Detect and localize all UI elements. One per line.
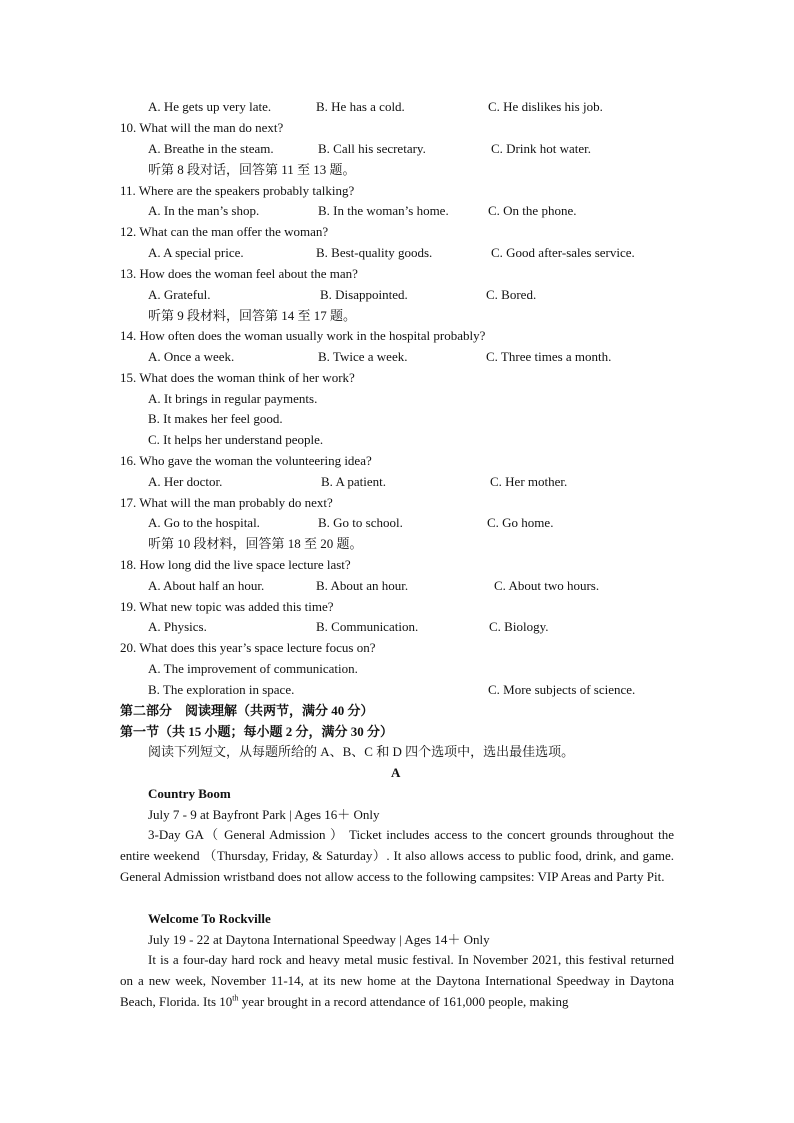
q14-question: 14. How often does the woman usually work in the hospital probably? [120, 328, 486, 343]
q17-question: 17. What will the man probably do next? [120, 495, 333, 510]
q10-question: 10. What will the man do next? [120, 120, 284, 135]
part2-heading: 第二部分 阅读理解（共两节，满分 40 分） [120, 703, 374, 718]
q15-option-c: C. It helps her understand people. [148, 432, 324, 447]
q16-option-a: A. Her doctor. [148, 474, 223, 489]
q17-option-a: A. Go to the hospital. [148, 515, 260, 530]
q17-option-b: B. Go to school. [318, 515, 403, 530]
event2-body-text-cont: year brought in a record attendance of 161,000 people, making [238, 993, 569, 1009]
section1-heading: 第一节（共 15 小题；每小题 2 分，满分 30 分） [120, 724, 394, 739]
q13-question: 13. How does the woman feel about the man? [120, 266, 358, 281]
q18-option-c: C. About two hours. [494, 578, 600, 593]
q11-option-a: A. In the man’s shop. [148, 203, 260, 218]
passage-letter: A [391, 765, 401, 780]
q11-option-c: C. On the phone. [488, 203, 577, 218]
q19-option-b: B. Communication. [316, 619, 419, 634]
q13-option-a: A. Grateful. [148, 287, 211, 302]
q19-question: 19. What new topic was added this time? [120, 599, 334, 614]
q15-question: 15. What does the woman think of her work? [120, 370, 355, 385]
q18-option-a: A. About half an hour. [148, 578, 265, 593]
ordinal-suffix: th [232, 993, 239, 1003]
q11-question: 11. Where are the speakers probably talking? [120, 183, 355, 198]
event2-meta: July 19 - 22 at Daytona International Speedway | Ages 14＋ Only [148, 932, 490, 947]
q19-option-a: A. Physics. [148, 619, 207, 634]
reading-instruction: 阅读下列短文，从每题所给的 A、B、C 和 D 四个选项中，选出最佳选项。 [148, 744, 575, 759]
q20-option-a: A. The improvement of communication. [148, 661, 358, 676]
event1-body-text: 3-Day GA（ General Admission ） Ticket includes access to the concert grounds throughout the entire weekend （Thursday, Friday, & Saturday）. It also allows access to public food, drink, and game. General Admission wristband does not allow access to the following campsites: VIP Areas and Party Pit. [120, 827, 674, 884]
q10-option-c: C. Drink hot water. [491, 141, 592, 156]
q16-option-b: B. A patient. [321, 474, 386, 489]
q17-option-c: C. Go home. [487, 515, 554, 530]
q14-option-a: A. Once a week. [148, 349, 235, 364]
event2-body-text: It is a four-day hard rock and heavy metal music festival. In November 2021, this festival returned on a new week, November 11-14, at its new home at the Daytona International Speedway in Daytona Beach, Florida. Its 10 [120, 952, 674, 1009]
q12-option-c: C. Good after-sales service. [491, 245, 635, 260]
q20-question: 20. What does this year’s space lecture focus on? [120, 640, 376, 655]
event2-title: Welcome To Rockville [148, 911, 271, 926]
q13-option-b: B. Disappointed. [320, 287, 408, 302]
q9-option-a: A. He gets up very late. [148, 99, 272, 114]
listening-instruction-9: 听第 9 段材料，回答第 14 至 17 题。 [148, 308, 357, 323]
listening-instruction-8: 听第 8 段对话，回答第 11 至 13 题。 [148, 162, 356, 177]
q14-option-c: C. Three times a month. [486, 349, 612, 364]
event1-body [120, 825, 674, 887]
q14-option-b: B. Twice a week. [318, 349, 408, 364]
q18-question: 18. How long did the live space lecture last? [120, 557, 351, 572]
q15-option-a: A. It brings in regular payments. [148, 391, 318, 406]
event1-meta: July 7 - 9 at Bayfront Park | Ages 16＋ Only [148, 807, 380, 822]
q10-option-b: B. Call his secretary. [318, 141, 426, 156]
q19-option-c: C. Biology. [489, 619, 549, 634]
q11-option-b: B. In the woman’s home. [318, 203, 449, 218]
q16-question: 16. Who gave the woman the volunteering idea? [120, 453, 372, 468]
q10-option-a: A. Breathe in the steam. [148, 141, 274, 156]
q20-option-b: B. The exploration in space. [148, 682, 295, 697]
q13-option-c: C. Bored. [486, 287, 537, 302]
q9-option-b: B. He has a cold. [316, 99, 405, 114]
event1-title: Country Boom [148, 786, 231, 801]
listening-instruction-10: 听第 10 段材料，回答第 18 至 20 题。 [148, 536, 363, 551]
event2-body [120, 950, 674, 1012]
q9-option-c: C. He dislikes his job. [488, 99, 603, 114]
q20-option-c: C. More subjects of science. [488, 682, 636, 697]
q12-question: 12. What can the man offer the woman? [120, 224, 329, 239]
q16-option-c: C. Her mother. [490, 474, 568, 489]
q15-option-b: B. It makes her feel good. [148, 411, 283, 426]
q18-option-b: B. About an hour. [316, 578, 409, 593]
q12-option-b: B. Best-quality goods. [316, 245, 433, 260]
q12-option-a: A. A special price. [148, 245, 244, 260]
